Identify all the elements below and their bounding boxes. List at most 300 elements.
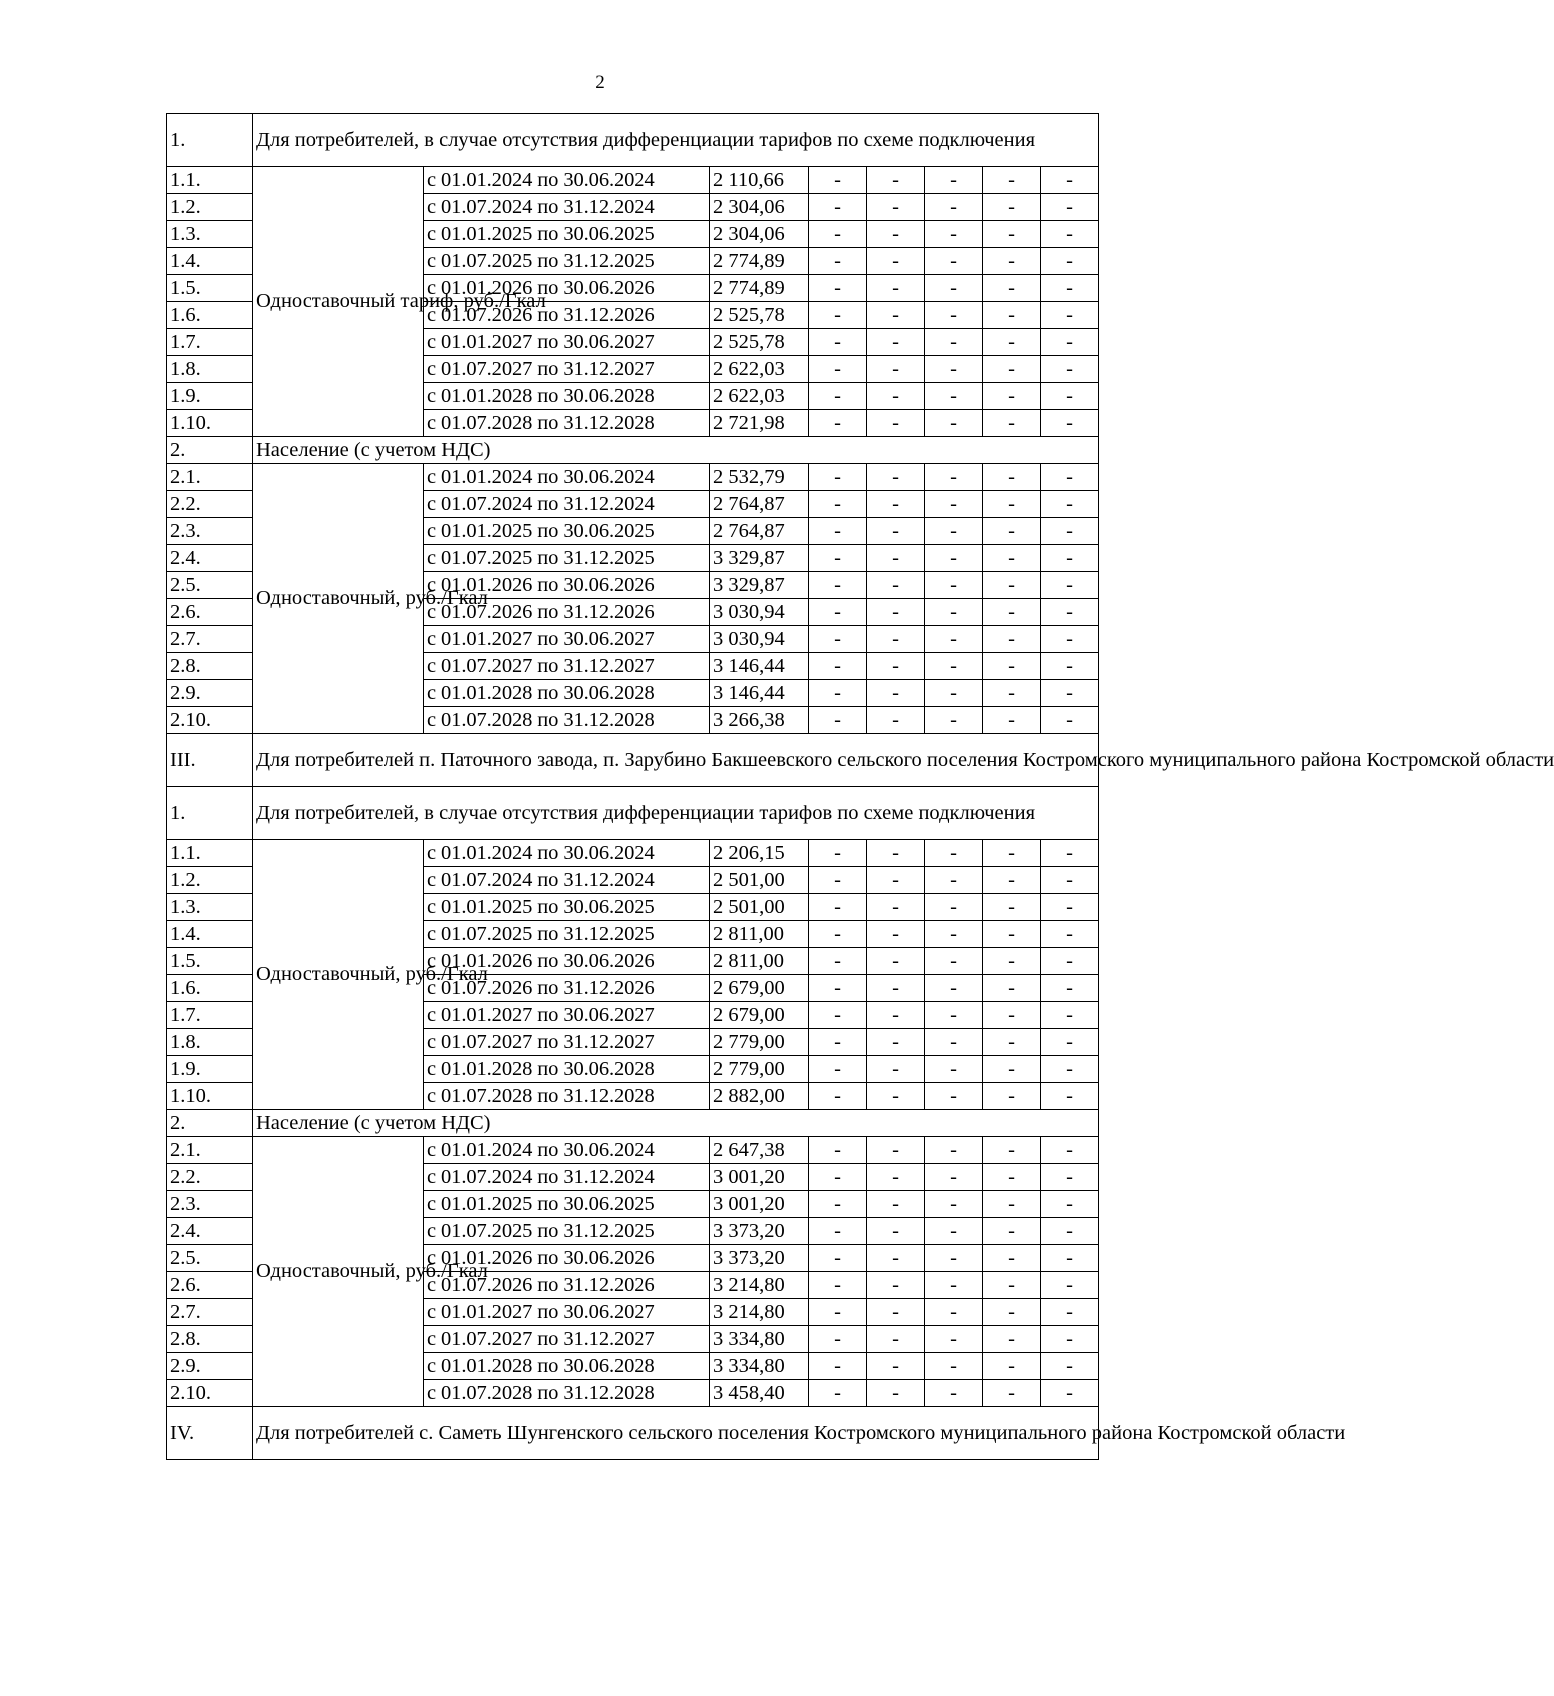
empty-cell: -	[925, 680, 983, 707]
row-number: 1.3.	[167, 894, 253, 921]
empty-cell: -	[867, 410, 925, 437]
empty-cell: -	[1041, 1326, 1099, 1353]
section-header-row	[167, 1110, 1099, 1137]
section-header-row	[167, 734, 1099, 787]
empty-cell: -	[809, 1029, 867, 1056]
empty-cell: -	[809, 1002, 867, 1029]
section-header-row	[167, 114, 1099, 167]
tariff-type-label: Одноставочный тариф, руб./Гкал	[253, 167, 424, 437]
page-number: 2	[595, 72, 605, 93]
empty-cell: -	[983, 1164, 1041, 1191]
tariff-value-cell: 2 532,79	[710, 464, 809, 491]
empty-cell: -	[1041, 894, 1099, 921]
tariff-type-label: Одноставочный, руб./Гкал	[253, 464, 424, 734]
empty-cell: -	[867, 491, 925, 518]
period-cell: с 01.01.2025 по 30.06.2025	[424, 894, 710, 921]
tariff-value-cell: 3 334,80	[710, 1326, 809, 1353]
empty-cell: -	[867, 329, 925, 356]
period-cell: с 01.01.2026 по 30.06.2026	[424, 948, 710, 975]
empty-cell: -	[1041, 921, 1099, 948]
row-number: 1.7.	[167, 329, 253, 356]
empty-cell: -	[809, 1191, 867, 1218]
period-cell: с 01.07.2028 по 31.12.2028	[424, 1380, 710, 1407]
empty-cell: -	[867, 840, 925, 867]
empty-cell: -	[867, 464, 925, 491]
empty-cell: -	[925, 491, 983, 518]
empty-cell: -	[867, 1353, 925, 1380]
row-number: 1.3.	[167, 221, 253, 248]
empty-cell: -	[867, 1218, 925, 1245]
empty-cell: -	[867, 653, 925, 680]
row-number: 2.6.	[167, 599, 253, 626]
empty-cell: -	[925, 921, 983, 948]
empty-cell: -	[1041, 680, 1099, 707]
tariff-value-cell: 3 146,44	[710, 653, 809, 680]
empty-cell: -	[983, 248, 1041, 275]
empty-cell: -	[925, 1326, 983, 1353]
empty-cell: -	[809, 167, 867, 194]
empty-cell: -	[983, 275, 1041, 302]
empty-cell: -	[867, 221, 925, 248]
row-number: 2.8.	[167, 653, 253, 680]
empty-cell: -	[809, 867, 867, 894]
row-number: 1.2.	[167, 867, 253, 894]
period-cell: с 01.01.2026 по 30.06.2026	[424, 572, 710, 599]
empty-cell: -	[983, 518, 1041, 545]
tariff-table	[166, 113, 1554, 1460]
empty-cell: -	[925, 248, 983, 275]
period-cell: с 01.01.2024 по 30.06.2024	[424, 840, 710, 867]
empty-cell: -	[809, 626, 867, 653]
empty-cell: -	[809, 1272, 867, 1299]
empty-cell: -	[1041, 1299, 1099, 1326]
empty-cell: -	[1041, 248, 1099, 275]
row-number: 1.8.	[167, 1029, 253, 1056]
empty-cell: -	[809, 599, 867, 626]
tariff-value-cell: 3 146,44	[710, 680, 809, 707]
empty-cell: -	[867, 1056, 925, 1083]
empty-cell: -	[925, 1245, 983, 1272]
empty-cell: -	[1041, 1137, 1099, 1164]
tariff-value-cell: 3 030,94	[710, 626, 809, 653]
empty-cell: -	[867, 707, 925, 734]
tariff-value-cell: 2 679,00	[710, 975, 809, 1002]
empty-cell: -	[809, 1353, 867, 1380]
empty-cell: -	[1041, 518, 1099, 545]
empty-cell: -	[867, 545, 925, 572]
row-number: 1.4.	[167, 921, 253, 948]
empty-cell: -	[867, 1272, 925, 1299]
empty-cell: -	[925, 707, 983, 734]
empty-cell: -	[867, 894, 925, 921]
empty-cell: -	[925, 948, 983, 975]
empty-cell: -	[1041, 840, 1099, 867]
empty-cell: -	[983, 1083, 1041, 1110]
period-cell: с 01.01.2028 по 30.06.2028	[424, 1056, 710, 1083]
period-cell: с 01.07.2024 по 31.12.2024	[424, 867, 710, 894]
period-cell: с 01.01.2026 по 30.06.2026	[424, 1245, 710, 1272]
row-number: 1.7.	[167, 1002, 253, 1029]
empty-cell: -	[925, 1191, 983, 1218]
tariff-value-cell: 2 304,06	[710, 221, 809, 248]
period-cell: с 01.01.2025 по 30.06.2025	[424, 1191, 710, 1218]
empty-cell: -	[1041, 1380, 1099, 1407]
period-cell: с 01.01.2027 по 30.06.2027	[424, 626, 710, 653]
empty-cell: -	[1041, 464, 1099, 491]
empty-cell: -	[867, 518, 925, 545]
empty-cell: -	[983, 1245, 1041, 1272]
empty-cell: -	[1041, 302, 1099, 329]
empty-cell: -	[867, 1245, 925, 1272]
empty-cell: -	[925, 1380, 983, 1407]
empty-cell: -	[867, 383, 925, 410]
empty-cell: -	[983, 572, 1041, 599]
empty-cell: -	[867, 626, 925, 653]
empty-cell: -	[867, 1002, 925, 1029]
empty-cell: -	[983, 680, 1041, 707]
tariff-value-cell: 3 329,87	[710, 545, 809, 572]
empty-cell: -	[1041, 867, 1099, 894]
period-cell: с 01.01.2024 по 30.06.2024	[424, 1137, 710, 1164]
period-cell: с 01.01.2027 по 30.06.2027	[424, 329, 710, 356]
empty-cell: -	[809, 921, 867, 948]
empty-cell: -	[867, 975, 925, 1002]
period-cell: с 01.07.2026 по 31.12.2026	[424, 599, 710, 626]
empty-cell: -	[809, 653, 867, 680]
empty-cell: -	[983, 194, 1041, 221]
empty-cell: -	[809, 1218, 867, 1245]
empty-cell: -	[867, 948, 925, 975]
empty-cell: -	[925, 1002, 983, 1029]
section-title: Для потребителей с. Саметь Шунгенского сельского поселения Костромского муниципального района Костромской области	[253, 1407, 1099, 1460]
tariff-value-cell: 2 764,87	[710, 491, 809, 518]
tariff-value-cell: 2 501,00	[710, 894, 809, 921]
tariff-value-cell: 3 334,80	[710, 1353, 809, 1380]
empty-cell: -	[867, 1029, 925, 1056]
tariff-value-cell: 3 266,38	[710, 707, 809, 734]
empty-cell: -	[1041, 653, 1099, 680]
empty-cell: -	[809, 410, 867, 437]
section-number: 2.	[167, 1110, 253, 1137]
empty-cell: -	[925, 653, 983, 680]
empty-cell: -	[1041, 329, 1099, 356]
empty-cell: -	[983, 948, 1041, 975]
section-title: Для потребителей, в случае отсутствия дифференциации тарифов по схеме подключения	[253, 787, 1099, 840]
empty-cell: -	[1041, 1272, 1099, 1299]
row-number: 1.6.	[167, 975, 253, 1002]
tariff-value-cell: 2 525,78	[710, 302, 809, 329]
empty-cell: -	[809, 275, 867, 302]
period-cell: с 01.07.2025 по 31.12.2025	[424, 545, 710, 572]
empty-cell: -	[1041, 221, 1099, 248]
empty-cell: -	[983, 1380, 1041, 1407]
empty-cell: -	[809, 518, 867, 545]
empty-cell: -	[983, 491, 1041, 518]
empty-cell: -	[983, 356, 1041, 383]
empty-cell: -	[925, 626, 983, 653]
tariff-value-cell: 2 811,00	[710, 948, 809, 975]
row-number: 2.9.	[167, 680, 253, 707]
tariff-value-cell: 2 647,38	[710, 1137, 809, 1164]
empty-cell: -	[983, 1137, 1041, 1164]
empty-cell: -	[983, 653, 1041, 680]
empty-cell: -	[983, 626, 1041, 653]
empty-cell: -	[867, 302, 925, 329]
empty-cell: -	[809, 1083, 867, 1110]
empty-cell: -	[983, 1326, 1041, 1353]
tariff-value-cell: 3 214,80	[710, 1272, 809, 1299]
table-row	[167, 840, 1099, 867]
empty-cell: -	[1041, 167, 1099, 194]
row-number: 2.3.	[167, 518, 253, 545]
empty-cell: -	[809, 975, 867, 1002]
empty-cell: -	[809, 948, 867, 975]
empty-cell: -	[809, 302, 867, 329]
period-cell: с 01.01.2024 по 30.06.2024	[424, 464, 710, 491]
section-number: IV.	[167, 1407, 253, 1460]
period-cell: с 01.07.2028 по 31.12.2028	[424, 410, 710, 437]
row-number: 1.1.	[167, 840, 253, 867]
empty-cell: -	[925, 410, 983, 437]
row-number: 2.4.	[167, 545, 253, 572]
empty-cell: -	[867, 1164, 925, 1191]
empty-cell: -	[809, 491, 867, 518]
empty-cell: -	[925, 1137, 983, 1164]
period-cell: с 01.01.2025 по 30.06.2025	[424, 518, 710, 545]
empty-cell: -	[983, 599, 1041, 626]
row-number: 1.10.	[167, 1083, 253, 1110]
empty-cell: -	[925, 867, 983, 894]
table-row	[167, 167, 1099, 194]
empty-cell: -	[983, 1056, 1041, 1083]
tariff-value-cell: 2 721,98	[710, 410, 809, 437]
empty-cell: -	[809, 545, 867, 572]
row-number: 1.1.	[167, 167, 253, 194]
tariff-type-label: Одноставочный, руб./Гкал	[253, 840, 424, 1110]
empty-cell: -	[925, 1299, 983, 1326]
empty-cell: -	[925, 975, 983, 1002]
period-cell: с 01.07.2028 по 31.12.2028	[424, 707, 710, 734]
empty-cell: -	[925, 1164, 983, 1191]
empty-cell: -	[867, 275, 925, 302]
empty-cell: -	[1041, 1056, 1099, 1083]
empty-cell: -	[1041, 545, 1099, 572]
period-cell: с 01.01.2028 по 30.06.2028	[424, 383, 710, 410]
empty-cell: -	[925, 1353, 983, 1380]
empty-cell: -	[1041, 572, 1099, 599]
tariff-value-cell: 2 811,00	[710, 921, 809, 948]
empty-cell: -	[925, 329, 983, 356]
empty-cell: -	[867, 194, 925, 221]
empty-cell: -	[867, 248, 925, 275]
tariff-value-cell: 2 622,03	[710, 356, 809, 383]
row-number: 2.5.	[167, 572, 253, 599]
row-number: 2.5.	[167, 1245, 253, 1272]
period-cell: с 01.07.2026 по 31.12.2026	[424, 975, 710, 1002]
tariff-value-cell: 3 329,87	[710, 572, 809, 599]
row-number: 2.10.	[167, 1380, 253, 1407]
tariff-value-cell: 3 373,20	[710, 1245, 809, 1272]
empty-cell: -	[1041, 356, 1099, 383]
empty-cell: -	[983, 1218, 1041, 1245]
period-cell: с 01.07.2024 по 31.12.2024	[424, 194, 710, 221]
section-number: III.	[167, 734, 253, 787]
empty-cell: -	[925, 194, 983, 221]
period-cell: с 01.07.2025 по 31.12.2025	[424, 248, 710, 275]
empty-cell: -	[983, 1299, 1041, 1326]
period-cell: с 01.01.2027 по 30.06.2027	[424, 1299, 710, 1326]
empty-cell: -	[1041, 1083, 1099, 1110]
empty-cell: -	[983, 894, 1041, 921]
empty-cell: -	[867, 1380, 925, 1407]
empty-cell: -	[1041, 1353, 1099, 1380]
empty-cell: -	[983, 1029, 1041, 1056]
section-number: 1.	[167, 787, 253, 840]
empty-cell: -	[983, 221, 1041, 248]
row-number: 2.8.	[167, 1326, 253, 1353]
row-number: 2.4.	[167, 1218, 253, 1245]
row-number: 2.3.	[167, 1191, 253, 1218]
section-header-row	[167, 437, 1099, 464]
period-cell: с 01.07.2026 по 31.12.2026	[424, 302, 710, 329]
empty-cell: -	[925, 221, 983, 248]
empty-cell: -	[1041, 1029, 1099, 1056]
empty-cell: -	[1041, 410, 1099, 437]
empty-cell: -	[867, 1083, 925, 1110]
empty-cell: -	[867, 867, 925, 894]
empty-cell: -	[809, 383, 867, 410]
tariff-value-cell: 2 774,89	[710, 248, 809, 275]
empty-cell: -	[809, 221, 867, 248]
period-cell: с 01.01.2027 по 30.06.2027	[424, 1002, 710, 1029]
tariff-value-cell: 3 001,20	[710, 1191, 809, 1218]
empty-cell: -	[925, 840, 983, 867]
empty-cell: -	[867, 1299, 925, 1326]
empty-cell: -	[1041, 1002, 1099, 1029]
empty-cell: -	[983, 410, 1041, 437]
empty-cell: -	[867, 1191, 925, 1218]
empty-cell: -	[925, 894, 983, 921]
empty-cell: -	[983, 707, 1041, 734]
empty-cell: -	[867, 1137, 925, 1164]
row-number: 1.4.	[167, 248, 253, 275]
empty-cell: -	[809, 840, 867, 867]
empty-cell: -	[925, 1029, 983, 1056]
empty-cell: -	[983, 167, 1041, 194]
empty-cell: -	[925, 356, 983, 383]
tariff-value-cell: 3 001,20	[710, 1164, 809, 1191]
section-title: Население (с учетом НДС)	[253, 437, 1099, 464]
empty-cell: -	[925, 518, 983, 545]
empty-cell: -	[809, 1380, 867, 1407]
tariff-value-cell: 3 458,40	[710, 1380, 809, 1407]
empty-cell: -	[809, 1299, 867, 1326]
empty-cell: -	[925, 1218, 983, 1245]
empty-cell: -	[867, 680, 925, 707]
row-number: 1.9.	[167, 383, 253, 410]
tariff-value-cell: 3 214,80	[710, 1299, 809, 1326]
section-header-row	[167, 787, 1099, 840]
row-number: 1.9.	[167, 1056, 253, 1083]
tariff-value-cell: 2 622,03	[710, 383, 809, 410]
table-row	[167, 464, 1099, 491]
tariff-value-cell: 2 774,89	[710, 275, 809, 302]
empty-cell: -	[1041, 194, 1099, 221]
period-cell: с 01.01.2028 по 30.06.2028	[424, 1353, 710, 1380]
empty-cell: -	[867, 921, 925, 948]
tariff-value-cell: 2 779,00	[710, 1056, 809, 1083]
empty-cell: -	[925, 167, 983, 194]
tariff-value-cell: 3 373,20	[710, 1218, 809, 1245]
empty-cell: -	[809, 248, 867, 275]
period-cell: с 01.07.2027 по 31.12.2027	[424, 1326, 710, 1353]
empty-cell: -	[1041, 275, 1099, 302]
empty-cell: -	[809, 1137, 867, 1164]
row-number: 2.2.	[167, 491, 253, 518]
empty-cell: -	[1041, 1164, 1099, 1191]
period-cell: с 01.01.2026 по 30.06.2026	[424, 275, 710, 302]
empty-cell: -	[925, 275, 983, 302]
empty-cell: -	[809, 1326, 867, 1353]
empty-cell: -	[1041, 491, 1099, 518]
row-number: 2.9.	[167, 1353, 253, 1380]
empty-cell: -	[925, 1083, 983, 1110]
row-number: 2.6.	[167, 1272, 253, 1299]
empty-cell: -	[809, 894, 867, 921]
tariff-type-label: Одноставочный, руб./Гкал	[253, 1137, 424, 1407]
empty-cell: -	[809, 707, 867, 734]
empty-cell: -	[983, 302, 1041, 329]
empty-cell: -	[983, 329, 1041, 356]
row-number: 1.5.	[167, 275, 253, 302]
empty-cell: -	[983, 867, 1041, 894]
empty-cell: -	[983, 1353, 1041, 1380]
empty-cell: -	[1041, 383, 1099, 410]
empty-cell: -	[925, 1056, 983, 1083]
tariff-value-cell: 2 206,15	[710, 840, 809, 867]
tariff-value-cell: 2 501,00	[710, 867, 809, 894]
period-cell: с 01.07.2026 по 31.12.2026	[424, 1272, 710, 1299]
tariff-value-cell: 2 764,87	[710, 518, 809, 545]
empty-cell: -	[1041, 1218, 1099, 1245]
empty-cell: -	[983, 464, 1041, 491]
row-number: 2.1.	[167, 464, 253, 491]
section-number: 1.	[167, 114, 253, 167]
empty-cell: -	[867, 167, 925, 194]
section-header-row	[167, 1407, 1099, 1460]
empty-cell: -	[983, 975, 1041, 1002]
period-cell: с 01.07.2027 по 31.12.2027	[424, 356, 710, 383]
empty-cell: -	[809, 1056, 867, 1083]
row-number: 1.2.	[167, 194, 253, 221]
empty-cell: -	[925, 599, 983, 626]
period-cell: с 01.01.2024 по 30.06.2024	[424, 167, 710, 194]
tariff-value-cell: 2 525,78	[710, 329, 809, 356]
row-number: 2.2.	[167, 1164, 253, 1191]
empty-cell: -	[925, 572, 983, 599]
period-cell: с 01.01.2025 по 30.06.2025	[424, 221, 710, 248]
empty-cell: -	[1041, 599, 1099, 626]
tariff-value-cell: 2 779,00	[710, 1029, 809, 1056]
empty-cell: -	[809, 1245, 867, 1272]
row-number: 2.1.	[167, 1137, 253, 1164]
section-title: Для потребителей п. Паточного завода, п. Зарубино Бакшеевского сельского поселения Костромского муниципального района Костромской области	[253, 734, 1099, 787]
empty-cell: -	[809, 1164, 867, 1191]
empty-cell: -	[1041, 948, 1099, 975]
empty-cell: -	[809, 572, 867, 599]
row-number: 1.8.	[167, 356, 253, 383]
row-number: 2.7.	[167, 1299, 253, 1326]
